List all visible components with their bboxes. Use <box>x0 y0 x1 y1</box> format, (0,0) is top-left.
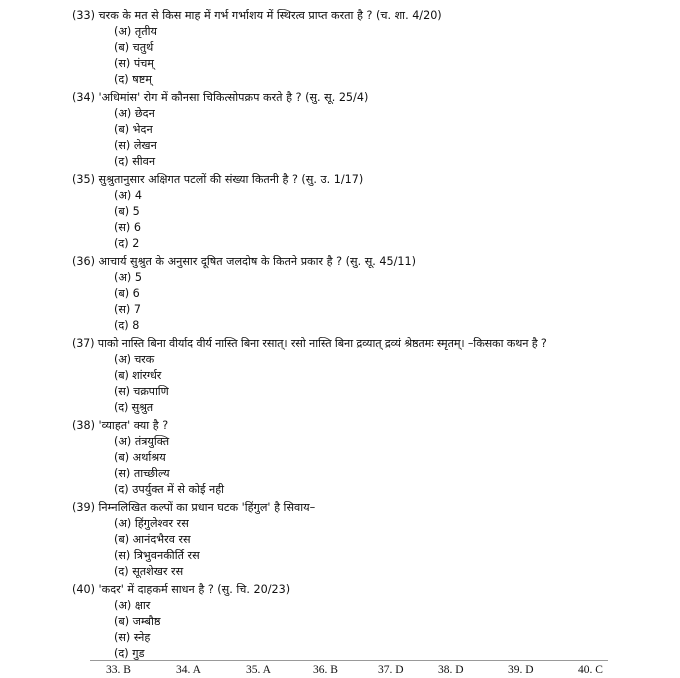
question-text: (33) चरक के मत से किस माह में गर्भ गर्भाशय में स्थिरत्व प्राप्त करता है ? (च. शा. 4/20) <box>72 9 442 22</box>
question-number: (40) <box>72 583 99 596</box>
option: (स) लेखन <box>114 139 157 152</box>
option: (द) उपर्युक्त में से कोई नही <box>114 483 225 496</box>
option: (अ) हिंगुलेश्वर रस <box>114 517 189 530</box>
option: (ब) अर्थाश्रय <box>114 451 166 464</box>
option: (अ) तंत्रयुक्ति <box>114 435 170 448</box>
answer-35: 35. A <box>246 664 271 676</box>
option: (ब) आनंदभैरव रस <box>114 533 191 546</box>
question-text: (37) पाको नास्ति बिना वीर्याद वीर्य नास्ति बिना रसात्। रसो नास्ति बिना द्रव्यात् द्रव्यं श्रेष्ठतमः स्मृतम्। –किसका कथन है ? <box>72 337 547 350</box>
question-35 <box>72 172 363 252</box>
question-text: (38) 'व्याहत' क्या है ? <box>72 419 169 432</box>
question-37 <box>72 336 547 416</box>
option: (स) ताच्छील्य <box>114 467 170 480</box>
answer-key <box>90 660 608 676</box>
question-number: (39) <box>72 501 99 514</box>
option: (स) स्नेह <box>114 631 151 644</box>
question-33 <box>72 8 442 88</box>
option: (ब) 5 <box>114 205 140 218</box>
question-36 <box>72 254 416 334</box>
option: (द) सूतशेखर रस <box>114 565 184 578</box>
option: (स) त्रिभुवनकीर्ति रस <box>114 549 200 562</box>
question-38 <box>72 418 224 498</box>
option: (अ) तृतीय <box>114 25 157 38</box>
option: (स) 6 <box>114 221 141 234</box>
option: (स) चक्रपाणि <box>114 385 169 398</box>
option: (ब) जम्बौष्ठ <box>114 615 161 628</box>
answer-39: 39. D <box>508 664 534 676</box>
option: (स) 7 <box>114 303 141 316</box>
option: (द) षष्टम् <box>114 73 152 86</box>
option: (द) गुड <box>114 647 145 660</box>
question-number: (37) <box>72 337 98 350</box>
option: (अ) चरक <box>114 353 155 366</box>
question-number: (35) <box>72 173 99 186</box>
option: (अ) 4 <box>114 189 142 202</box>
option: (ब) 6 <box>114 287 140 300</box>
option: (ब) भेदन <box>114 123 153 136</box>
option: (द) 8 <box>114 319 140 332</box>
question-text: (40) 'कदर' में दाहकर्म साधन है ? (सु. चि. 20/23) <box>72 583 291 596</box>
answer-36: 36. B <box>313 664 338 676</box>
answer-37: 37. D <box>378 664 404 676</box>
option: (ब) चतुर्थ <box>114 41 154 54</box>
option: (अ) 5 <box>114 271 142 284</box>
answer-38: 38. D <box>438 664 464 676</box>
question-number: (38) <box>72 419 99 432</box>
question-number: (36) <box>72 255 99 268</box>
option: (अ) छेदन <box>114 107 155 120</box>
option: (द) 2 <box>114 237 140 250</box>
answer-34: 34. A <box>176 664 201 676</box>
question-text: (39) निम्नलिखित कल्पों का प्रधान घटक 'हिंगुल' है सिवाय– <box>72 501 316 514</box>
answer-33: 33. B <box>106 664 131 676</box>
option: (स) पंचम् <box>114 57 154 70</box>
option: (अ) क्षार <box>114 599 151 612</box>
option: (द) सुश्रुत <box>114 401 154 414</box>
option: (द) सीवन <box>114 155 156 168</box>
question-text: (34) 'अधिमांस' रोग में कौनसा चिकित्सोपक्रप करते है ? (सु. सू. 25/4) <box>72 91 369 104</box>
question-text: (36) आचार्य सुश्रुत के अनुसार दूषित जलदोष के कितने प्रकार है ? (सु. सू. 45/11) <box>72 255 416 268</box>
question-34 <box>72 90 368 170</box>
question-number: (33) <box>72 9 99 22</box>
question-text: (35) सुश्रुतानुसार अक्षिगत पटलों की संख्या कितनी है ? (सु. उ. 1/17) <box>72 173 364 186</box>
question-39 <box>72 500 315 580</box>
question-number: (34) <box>72 91 99 104</box>
question-40 <box>72 582 290 662</box>
answer-40: 40. C <box>578 664 603 676</box>
option: (ब) शांरर्ग्धर <box>114 369 162 382</box>
